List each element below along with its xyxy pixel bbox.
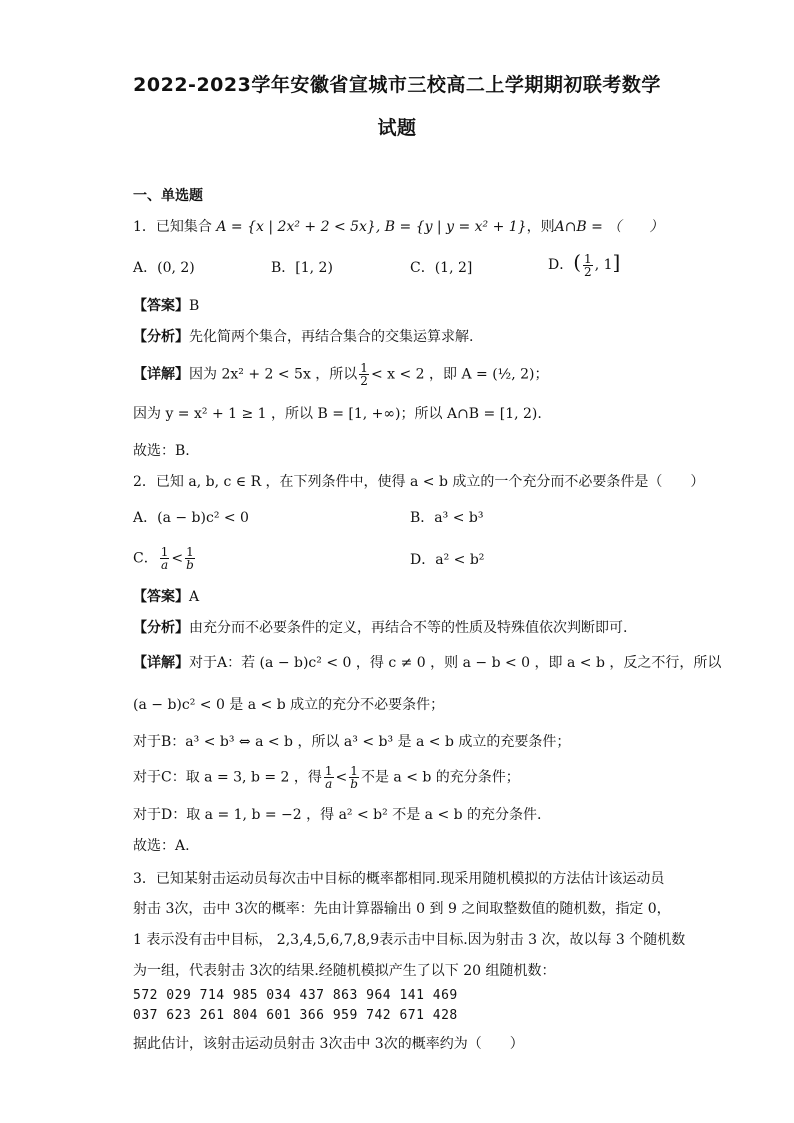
q2-option-d: D．a² < b² bbox=[410, 552, 485, 568]
q1-detail-text-a: 因为 2x² + 2 < 5x ，所以 bbox=[189, 366, 358, 383]
section-heading: 一、单选题 bbox=[133, 188, 203, 204]
q1-option-d-prefix: D． bbox=[548, 257, 574, 273]
q2-detail-text-1: 对于A：若 (a − b)c² < 0 ，得 c ≠ 0 ，则 a − b < 0 ，即 a < b ，反之不行，所以 bbox=[189, 655, 722, 671]
q3-random-row2: 037 623 261 804 601 366 959 742 671 428 bbox=[133, 1008, 458, 1023]
q2-detail-right-fraction: $\frac{1}{b}$ bbox=[350, 764, 358, 791]
q2-option-a: A．(a − b)c² < 0 bbox=[133, 510, 249, 526]
q2-detail-text-4b: 不是 a < b 的充分条件； bbox=[360, 769, 520, 786]
q2-option-c-left-fraction: $\frac{1}{a}$ bbox=[160, 545, 169, 572]
q2-option-c: C． $\frac{1}{a}$ < $\frac{1}{b}$ bbox=[133, 545, 194, 572]
q3-question: 据此估计，该射击运动员射击 3次击中 3次的概率约为（ ） bbox=[133, 1036, 524, 1052]
q1-answer-value: B bbox=[189, 298, 200, 314]
q2-option-c-right-fraction: $\frac{1}{b}$ bbox=[186, 545, 194, 572]
q1-analysis bbox=[133, 327, 473, 347]
q3-line1: 3．已知某射击运动员每次击中目标的概率都相同.现采用随机模拟的方法估计该运动员 bbox=[133, 871, 665, 887]
q1-detail-text-c: (½, 2)； bbox=[492, 366, 549, 383]
q1-set-b: , B = {y | y = x² + 1} bbox=[375, 219, 527, 235]
q2-option-c-prefix: C． bbox=[133, 550, 158, 567]
detail-tag: 【详解】 bbox=[133, 655, 189, 671]
document-title-line2: 试题 bbox=[377, 117, 417, 139]
q1-conclusion: 故选：B. bbox=[133, 443, 190, 459]
q1-option-d: D．( $\frac{1}{2}$ , 1] bbox=[548, 250, 621, 279]
q1-detail-fraction: $\frac{1}{2}$ bbox=[360, 361, 368, 388]
q1-stem bbox=[133, 217, 663, 237]
q1-detail-text-b: < x < 2 ，即 A = bbox=[370, 366, 488, 383]
q2-analysis-text: 由充分而不必要条件的定义，再结合不等的性质及特殊值依次判断即可. bbox=[189, 620, 628, 636]
q2-detail-line3: 对于B：a³ < b³ ⇔ a < b ，所以 a³ < b³ 是 a < b 成立的充要条件； bbox=[133, 734, 571, 750]
q1-set-a: A = {x | 2x² + 2 < 5x} bbox=[216, 219, 376, 235]
analysis-tag: 【分析】 bbox=[133, 329, 189, 345]
q1-option-c: C．(1, 2] bbox=[410, 260, 473, 276]
q2-answer-value: A bbox=[189, 589, 200, 605]
q2-detail-left-fraction: $\frac{1}{a}$ bbox=[324, 764, 333, 791]
q1-intersection: A∩B = （ ） bbox=[554, 219, 664, 235]
q1-analysis-text: 先化简两个集合，再结合集合的交集运算求解. bbox=[189, 329, 474, 345]
q2-option-b: B．a³ < b³ bbox=[410, 510, 484, 526]
q1-stem-then: ，则 bbox=[526, 219, 555, 235]
q2-answer bbox=[133, 587, 199, 607]
q1-option-d-suffix: , 1 bbox=[594, 257, 613, 273]
q1-option-a: A．(0, 2) bbox=[133, 260, 195, 276]
q2-detail-text-4a: 对于C：取 a = 3, b = 2 ，得 bbox=[133, 769, 322, 786]
q1-answer bbox=[133, 296, 199, 316]
q1-detail-line1 bbox=[133, 362, 549, 387]
q3-line3: 1 表示没有击中目标， 2,3,4,5,6,7,8,9表示击中目标.因为射击 3 次，故以每 3 个随机数 bbox=[133, 932, 686, 948]
q2-detail-line2: (a − b)c² < 0 是 a < b 成立的充分不必要条件； bbox=[133, 697, 445, 713]
q2-stem: 2．已知 a, b, c ∈ R ，在下列条件中，使得 a < b 成立的一个充分而不必要条件是（ ） bbox=[133, 474, 705, 490]
q3-random-row1: 572 029 714 985 034 437 863 964 141 469 bbox=[133, 988, 458, 1003]
q2-detail-line1 bbox=[133, 653, 721, 673]
analysis-tag: 【分析】 bbox=[133, 620, 189, 636]
q3-line2: 射击 3次，击中 3次的概率：先由计算器输出 0 到 9 之间取整数值的随机数，指定 0， bbox=[133, 901, 671, 917]
q1-option-b: B．[1, 2) bbox=[271, 260, 333, 276]
q2-analysis bbox=[133, 618, 627, 638]
q2-detail-line5: 对于D：取 a = 1, b = −2 ，得 a² < b² 不是 a < b 的充分条件. bbox=[133, 807, 542, 823]
q1-option-d-fraction: $\frac{1}{2}$ bbox=[584, 251, 592, 279]
q2-conclusion: 故选：A. bbox=[133, 838, 190, 854]
q2-detail-line4: 对于C：取 a = 3, b = 2 ，得 $\frac{1}{a}$ < $\frac{1}{b}$ 不是 a < b 的充分条件； bbox=[133, 764, 520, 791]
q3-line4: 为一组，代表射击 3次的结果.经随机模拟产生了以下 20 组随机数： bbox=[133, 963, 556, 979]
document-title-line1: 2022-2023学年安徽省宣城市三校高二上学期期初联考数学 bbox=[133, 74, 661, 96]
detail-tag: 【详解】 bbox=[133, 366, 189, 383]
q1-detail-line2: 因为 y = x² + 1 ≥ 1 ，所以 B = [1, +∞)；所以 A∩B = [1, 2). bbox=[133, 406, 542, 422]
q1-stem-prefix: 1．已知集合 bbox=[133, 219, 212, 235]
answer-tag: 【答案】 bbox=[133, 298, 189, 314]
answer-tag: 【答案】 bbox=[133, 589, 189, 605]
